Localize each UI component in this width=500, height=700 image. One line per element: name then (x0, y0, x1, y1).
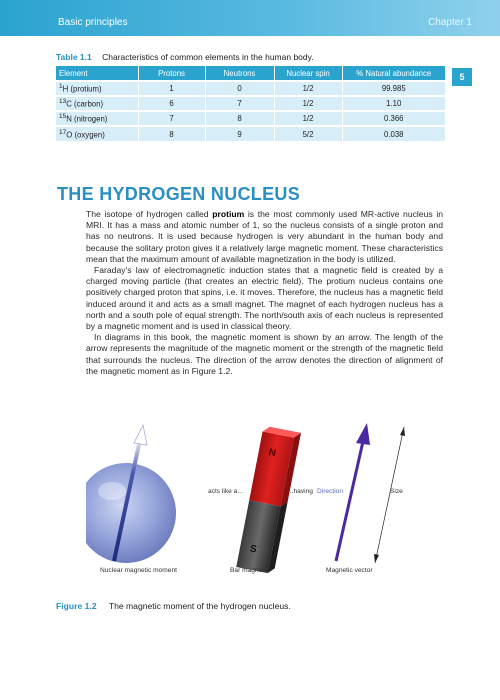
table-row (56, 96, 445, 111)
cell-spin: 1/2 (274, 111, 342, 126)
table-row (56, 126, 445, 141)
cell-abundance: 1.10 (342, 96, 445, 111)
figure-caption (56, 601, 291, 611)
cell-spin: 1/2 (274, 81, 342, 96)
magnetic-vector-label: Magnetic vector (326, 567, 373, 574)
col-header-element: Element (56, 66, 138, 81)
bar-magnet-label: Bar magnet (230, 567, 265, 574)
cell-neutrons: 9 (205, 126, 274, 141)
cell-element: $^1$H (protium) (56, 81, 138, 96)
running-header (0, 0, 500, 36)
cell-element: $^{15}$N (nitrogen) (56, 111, 138, 126)
cell-element: $^{13}$C (carbon) (56, 96, 138, 111)
figure-illustration (86, 413, 446, 585)
table-caption (56, 52, 314, 62)
magnet-south-label: S (248, 543, 258, 556)
cell-abundance: 0.366 (342, 111, 445, 126)
nuclear-moment-label: Nuclear magnetic moment (100, 567, 177, 574)
header-section-title: Basic principles (58, 17, 128, 28)
elements-table (56, 66, 445, 141)
cell-abundance: 0.038 (342, 126, 445, 141)
cell-neutrons: 8 (205, 111, 274, 126)
bar-magnet (236, 426, 301, 575)
having-label: ...having (288, 488, 313, 495)
table-row (56, 81, 445, 96)
acts-like-label: acts like a... (208, 488, 243, 495)
figure-caption-number: Figure 1.2 (56, 601, 97, 611)
paragraph-2: Faraday’s law of electromagnetic induction states that a magnetic field is created by a charged moving particle (that creates an electric field). The protium nucleus contains one positively charged proton that spins, i.e. it moves. Therefore, the nucleus has a magnetic field induced around it and acts as a small magnet. The magnet of each hydrogen nucleus has a north and a south pole of equal strength. The north/south axis of each nucleus is represented by a magnetic moment and is used in classical theory. (86, 265, 443, 332)
table-row (56, 111, 445, 126)
figure-magnetic-moment (86, 413, 446, 585)
cell-protons: 1 (138, 81, 205, 96)
paragraph-1: The isotope of hydrogen called protium is the most commonly used MR-active nucleus in MRI. It has a mass and atomic number of 1, so the nucleus consists of a single proton and has no neutrons. It is used because hydrogen is very abundant in the human body and because the solitary proton gives it a relatively large magnetic moment. These characteristics mean that the maximum amount of available magnetization in the body is utilized. (86, 209, 444, 264)
cell-spin: 1/2 (274, 96, 342, 111)
page-number: 5 (452, 68, 472, 86)
paragraph-3: In diagrams in this book, the magnetic moment is shown by an arrow. The length of the arrow represents the magnitude of the magnetic moment or the strength of the magnetic field that surrounds the nucleus. The direction of the arrow denotes the direction of alignment of the magnetic moment as in Figure 1.2. (86, 332, 443, 376)
table-caption-number: Table 1.1 (56, 52, 92, 62)
cell-protons: 7 (138, 111, 205, 126)
size-dimension-line (374, 427, 405, 563)
figure-caption-text: The magnetic moment of the hydrogen nucleus. (108, 601, 291, 611)
table-caption-text: Characteristics of common elements in the human body. (102, 52, 314, 62)
header-chapter: Chapter 1 (428, 17, 472, 28)
col-header-protons: Protons (138, 66, 205, 81)
cell-neutrons: 7 (205, 96, 274, 111)
cell-spin: 5/2 (274, 126, 342, 141)
col-header-neutrons: Neutrons (205, 66, 274, 81)
cell-abundance: 99.985 (342, 81, 445, 96)
protium-term: protium (212, 209, 245, 219)
cell-protons: 8 (138, 126, 205, 141)
magnet-north-label: N (267, 447, 277, 460)
direction-label: Direction (317, 488, 344, 495)
col-header-spin: Nuclear spin (274, 66, 342, 81)
size-label: Size (390, 488, 403, 495)
cell-neutrons: 0 (205, 81, 274, 96)
body-text (86, 209, 443, 377)
section-heading: THE HYDROGEN NUCLEUS (57, 184, 301, 204)
cell-element: $^{17}$O (oxygen) (56, 126, 138, 141)
table-header-row (56, 66, 445, 81)
cell-protons: 6 (138, 96, 205, 111)
col-header-abundance: % Natural abundance (342, 66, 445, 81)
